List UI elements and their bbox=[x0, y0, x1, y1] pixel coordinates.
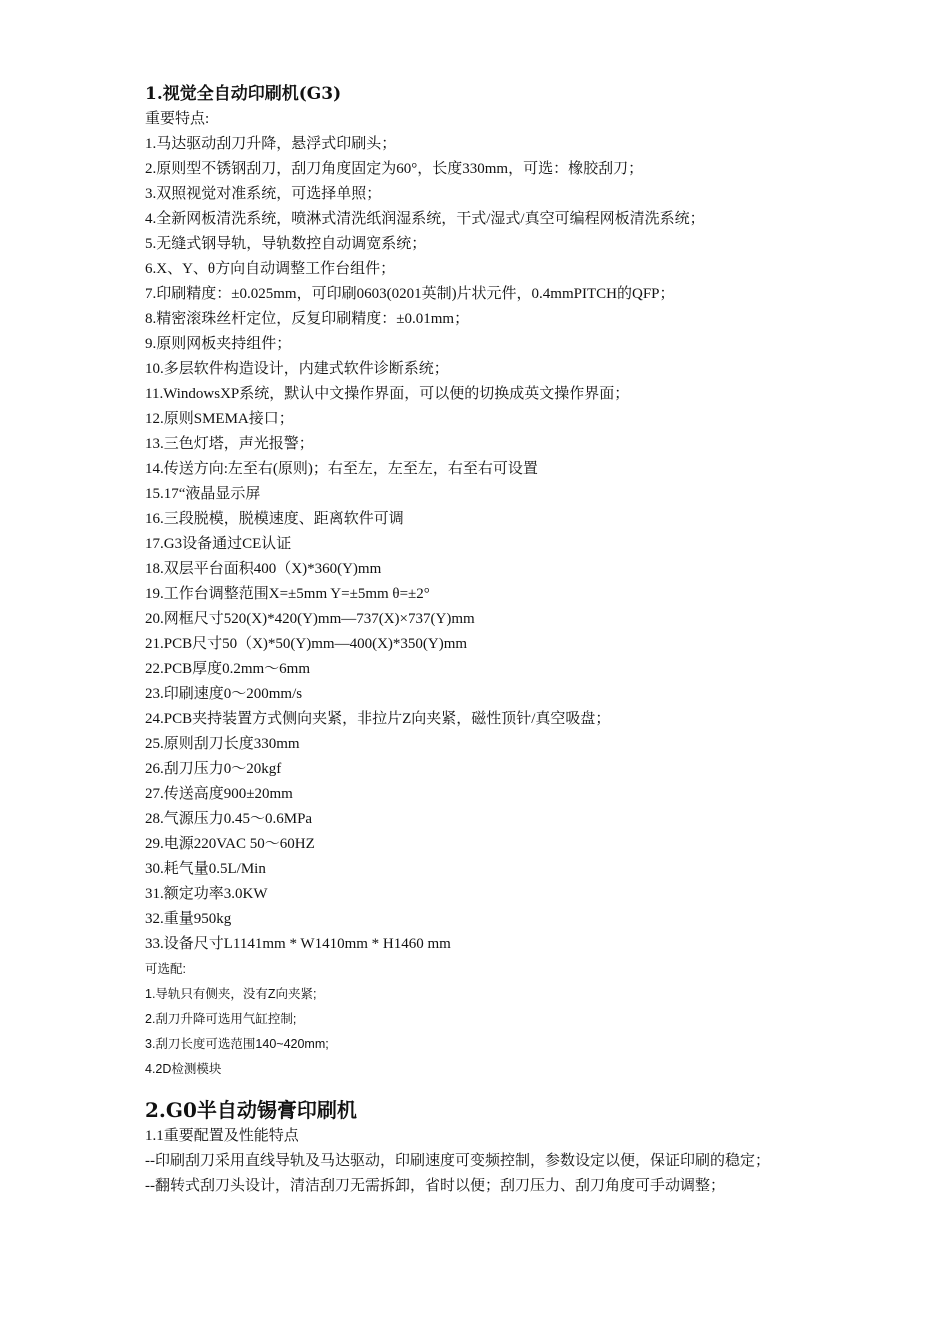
optional-item: 1.导轨只有侧夹，没有Z向夹紧; bbox=[145, 987, 317, 1001]
feature-item: 32.重量950kg bbox=[145, 911, 232, 927]
feature-item: 8.精密滚珠丝杆定位，反复印刷精度：±0.01mm； bbox=[145, 311, 470, 327]
feature-item: 26.刮刀压力0～20kgf bbox=[145, 761, 282, 777]
section-2-subtitle: 1.1重要配置及性能特点 bbox=[145, 1128, 299, 1144]
feature-item: 17.G3设备通过CE认证 bbox=[145, 536, 292, 552]
section-2-title: 2.G0半自动锡膏印刷机 bbox=[145, 1098, 357, 1122]
section-2-paragraph: --印刷刮刀采用直线导轨及马达驱动，印刷速度可变频控制，参数设定以便，保证印刷的稳定； bbox=[145, 1153, 770, 1169]
feature-item: 24.PCB夹持装置方式侧向夹紧，非拉片Z向夹紧，磁性顶针/真空吸盘； bbox=[145, 711, 611, 727]
section-1-intro: 重要特点: bbox=[145, 111, 210, 127]
feature-item: 18.双层平台面积400（X)*360(Y)mm bbox=[145, 561, 382, 577]
feature-item: 6.X、Y、θ方向自动调整工作台组件； bbox=[145, 261, 396, 277]
feature-item: 33.设备尺寸L1141mm * W1410mm * H1460 mm bbox=[145, 936, 451, 952]
feature-item: 28.气源压力0.45～0.6MPa bbox=[145, 811, 313, 827]
optional-item: 3.刮刀长度可选范围140~420mm; bbox=[145, 1037, 329, 1051]
feature-item: 25.原则刮刀长度330mm bbox=[145, 736, 300, 752]
feature-item: 4.全新网板清洗系统，喷淋式清洗纸润湿系统，干式/湿式/真空可编程网板清洗系统； bbox=[145, 211, 705, 227]
feature-item: 11.WindowsXP系统，默认中文操作界面，可以便的切换成英文操作界面； bbox=[145, 386, 630, 402]
feature-item: 12.原则SMEMA接口； bbox=[145, 411, 294, 427]
feature-item: 20.网框尺寸520(X)*420(Y)mm—737(X)×737(Y)mm bbox=[145, 611, 475, 627]
feature-item: 21.PCB尺寸50（X)*50(Y)mm—400(X)*350(Y)mm bbox=[145, 636, 468, 652]
feature-item: 27.传送高度900±20mm bbox=[145, 786, 293, 802]
feature-item: 2.原则型不锈钢刮刀，刮刀角度固定为60°，长度330mm，可选：橡胶刮刀； bbox=[145, 161, 644, 177]
optional-item: 4.2D检测模块 bbox=[145, 1062, 222, 1076]
feature-item: 13.三色灯塔，声光报警； bbox=[145, 436, 314, 452]
feature-item: 9.原则网板夹持组件； bbox=[145, 336, 292, 352]
feature-item: 22.PCB厚度0.2mm～6mm bbox=[145, 661, 311, 677]
feature-item: 29.电源220VAC 50～60HZ bbox=[145, 836, 315, 852]
feature-item: 7.印刷精度：±0.025mm，可印刷0603(0201英制)片状元件，0.4mmPITCH的QFP； bbox=[145, 286, 675, 302]
optional-item: 2.刮刀升降可选用气缸控制; bbox=[145, 1012, 297, 1026]
document-page bbox=[145, 82, 815, 1199]
feature-item: 31.额定功率3.0KW bbox=[145, 886, 268, 902]
feature-item: 3.双照视觉对准系统，可选择单照； bbox=[145, 186, 382, 202]
optional-list bbox=[145, 957, 815, 1082]
section-2-paragraph: --翻转式刮刀头设计，清洁刮刀无需拆卸，省时以便；刮刀压力、刮刀角度可手动调整； bbox=[145, 1178, 725, 1194]
optional-title: 可选配: bbox=[145, 962, 186, 976]
feature-item: 19.工作台调整范围X=±5mm Y=±5mm θ=±2° bbox=[145, 586, 430, 602]
feature-list bbox=[145, 132, 815, 957]
feature-item: 16.三段脱模，脱模速度、距离软件可调 bbox=[145, 511, 404, 527]
feature-item: 23.印刷速度0～200mm/s bbox=[145, 686, 303, 702]
feature-item: 15.17“液晶显示屏 bbox=[145, 486, 261, 502]
feature-item: 1.马达驱动刮刀升降，悬浮式印刷头； bbox=[145, 136, 397, 152]
feature-item: 5.无缝式钢导轨，导轨数控自动调宽系统； bbox=[145, 236, 427, 252]
feature-item: 30.耗气量0.5L/Min bbox=[145, 861, 266, 877]
section-1-title: 1.视觉全自动印刷机(G3) bbox=[145, 84, 342, 104]
feature-item: 10.多层软件构造设计，内建式软件诊断系统； bbox=[145, 361, 449, 377]
feature-item: 14.传送方向:左至右(原则)；右至左，左至左，右至右可设置 bbox=[145, 461, 538, 477]
